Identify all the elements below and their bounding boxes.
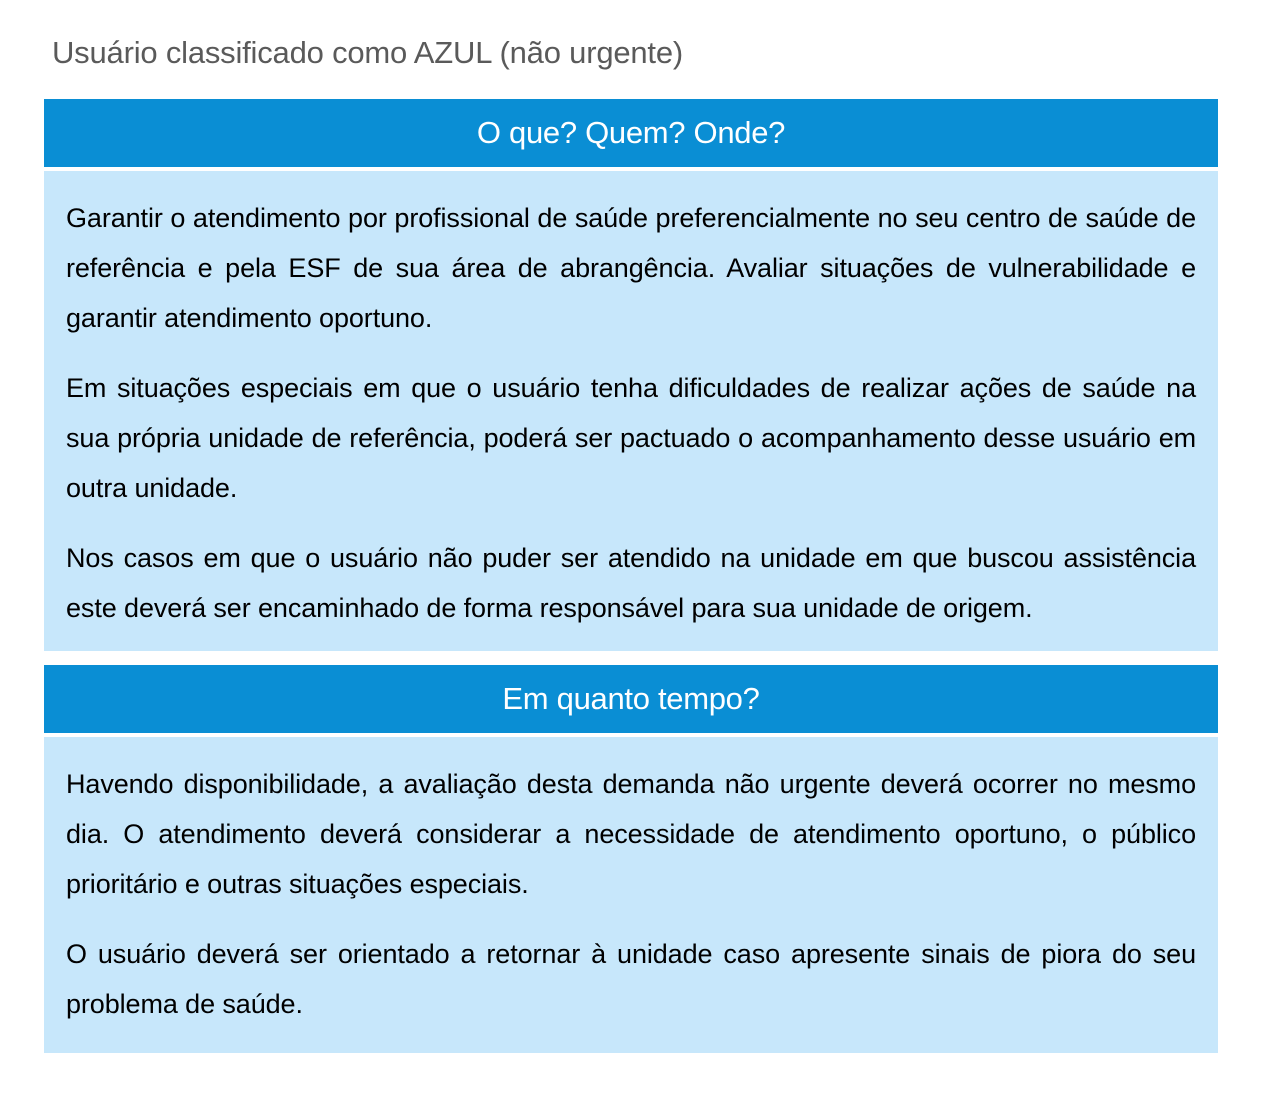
paragraph: Em situações especiais em que o usuário tenha dificuldades de realizar ações de saúde na sua própria unidade de referência, poderá ser pactuado o acompanhamento desse usuário em outra unidade. <box>66 373 1196 503</box>
paragraph: O usuário deverá ser orientado a retornar à unidade caso apresente sinais de piora do seu problema de saúde. <box>66 939 1196 1019</box>
page-title: Usuário classificado como AZUL (não urgente) <box>52 35 684 70</box>
section-header-em-quanto-tempo <box>44 665 1218 733</box>
section-header-o-que-quem-onde <box>44 99 1218 167</box>
section-divider <box>44 651 1218 665</box>
section-body-o-que-quem-onde <box>44 171 1218 651</box>
section-header-label: O que? Quem? Onde? <box>476 115 786 150</box>
paragraph: Nos casos em que o usuário não puder ser atendido na unidade em que buscou assistência este deverá ser encaminhado de forma responsável para sua unidade de origem. <box>66 543 1196 623</box>
protocol-table <box>44 99 1218 1053</box>
section-header-label: Em quanto tempo? <box>502 681 760 716</box>
paragraph: Garantir o atendimento por profissional de saúde preferencialmente no seu centro de saúde de referência e pela ESF de sua área de abrangência. Avaliar situações de vulnerabilidade e garantir atendimento oportuno. <box>66 203 1196 333</box>
section-body-em-quanto-tempo <box>44 737 1218 1053</box>
paragraph: Havendo disponibilidade, a avaliação desta demanda não urgente deverá ocorrer no mesmo dia. O atendimento deverá considerar a necessidade de atendimento oportuno, o público prioritário e outras situações especiais. <box>66 769 1196 899</box>
